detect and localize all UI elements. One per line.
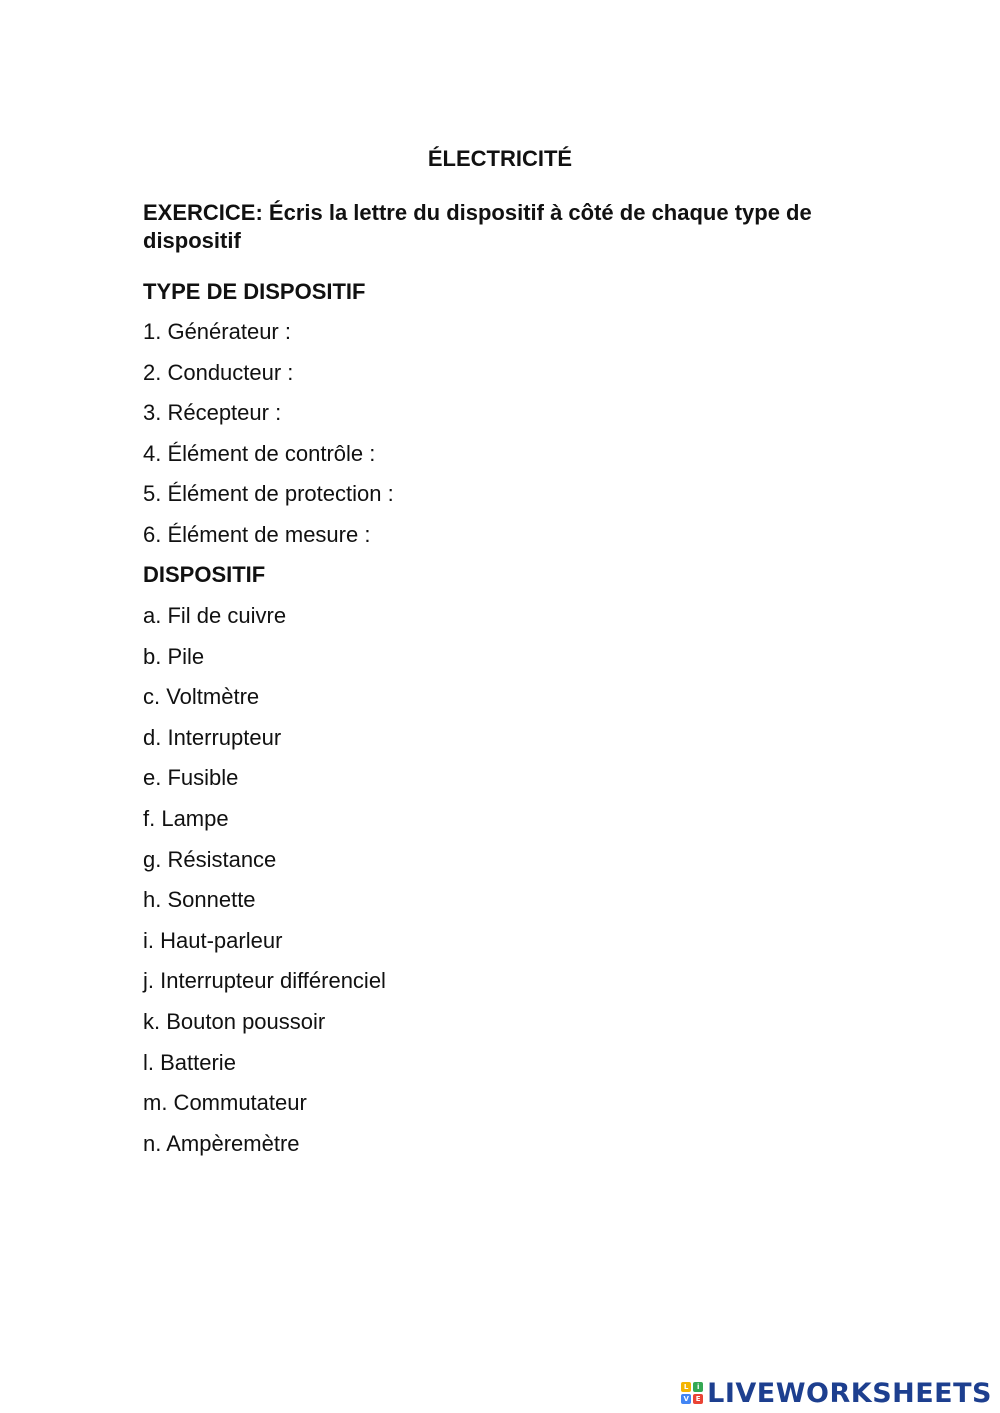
page-title: ÉLECTRICITÉ [427,146,573,171]
logo-square: V [681,1394,691,1404]
list-item: f. Lampe [143,805,229,831]
list-item: n. Ampèremètre [143,1130,300,1156]
list-item: i. Haut-parleur [143,927,283,953]
list-item: m. Commutateur [143,1090,307,1116]
list-item: c. Voltmètre [143,684,260,710]
logo-text: LIVEWORKSHEETS [707,1377,992,1409]
liveworksheets-logo [681,1377,992,1409]
list-item: 4. Élément de contrôle : [143,440,376,466]
list-item: j. Interrupteur différenciel [143,968,386,994]
list-item: 1. Générateur : [143,319,291,344]
list-item: h. Sonnette [143,887,256,913]
list-item: 2. Conducteur : [143,359,294,385]
list-item: 3. Récepteur : [143,400,282,426]
logo-square: E [693,1394,703,1404]
exercise-instruction: EXERCICE: Écris la lettre du dispositif à côté de chaque type de dispositif [143,200,812,253]
logo-square: L [681,1382,691,1392]
list-item: b. Pile [143,643,205,669]
types-heading: TYPE DE DISPOSITIF [143,279,366,304]
list-item: a. Fil de cuivre [143,603,287,628]
types-list [143,319,394,563]
devices-heading: DISPOSITIF [143,562,266,587]
list-item: g. Résistance [143,846,277,872]
list-item: k. Bouton poussoir [143,1008,326,1034]
list-item: 6. Élément de mesure : [143,521,371,547]
list-item: e. Fusible [143,765,239,791]
list-item: d. Interrupteur [143,724,282,750]
devices-list [143,603,386,1171]
list-item: 5. Élément de protection : [143,481,394,507]
list-item: l. Batterie [143,1049,236,1075]
logo-square: i [693,1382,703,1392]
logo-mark-icon [681,1382,703,1404]
